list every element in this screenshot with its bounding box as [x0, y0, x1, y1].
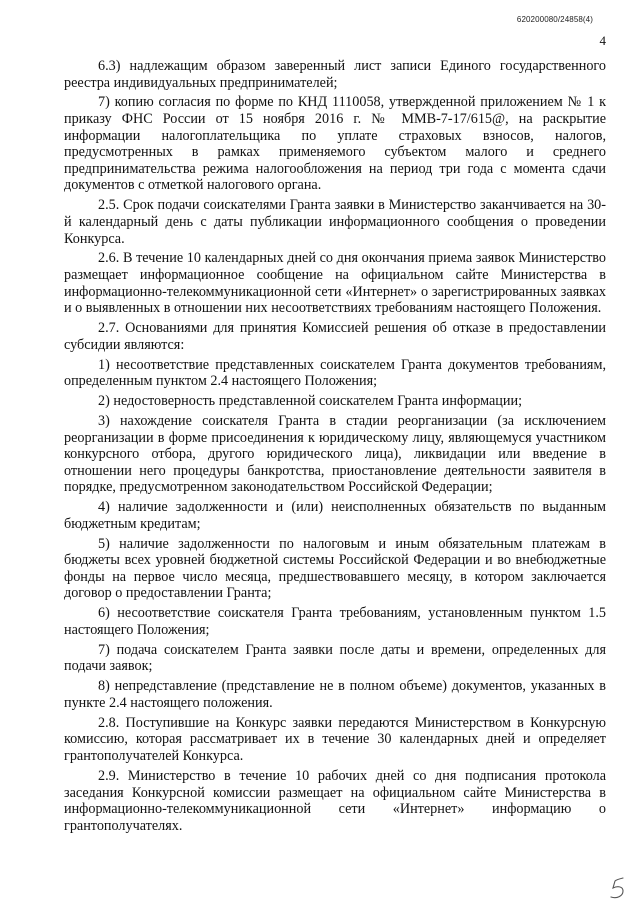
- paragraph-7-consent: 7) копию согласия по форме по КНД 1110058, утвержденной приложением № 1 к приказу ФНС России от 15 ноября 2016 г. № ММВ-7-17/615@, на раскрытие информации налогоплательщика по уплате страховых взносов, налогов, предусмотренных в рамках применяемого субъектом малого и среднего предпринимательства режима налогообложения на период три года с момента сдачи документов с отметкой налогового органа.: [64, 94, 606, 194]
- document-body: [64, 58, 606, 834]
- paragraph-2-7: 2.7. Основаниями для принятия Комиссией решения об отказе в предоставлении субсидии являются:: [64, 320, 606, 353]
- list-item-4: 4) наличие задолженности и (или) неисполненных обязательств по выданным бюджетным кредитам;: [64, 499, 606, 532]
- list-item-3: 3) нахождение соискателя Гранта в стадии реорганизации (за исключением реорганизации в форме присоединения к юридическому лицу, являющемуся участником конкурсного отбора, другого юридического лица), ликвидации или введение в отношении него процедуры банкротства, приостановление деятельности заявителя в порядке, предусмотренном законодательством Российской Федерации;: [64, 412, 606, 496]
- list-item-6: 6) несоответствие соискателя Гранта требованиям, установленным пунктом 1.5 настоящего Положения;: [64, 605, 606, 638]
- paragraph-2-9: 2.9. Министерство в течение 10 рабочих дней со дня подписания протокола заседания Конкурсной комиссии размещает на официальном сайте Министерства в информационно-телекоммуникационной сети «Интернет» информацию о грантополучателях.: [64, 767, 606, 834]
- list-item-2: 2) недостоверность представленной соискателем Гранта информации;: [98, 393, 523, 410]
- paragraph-2-5: 2.5. Срок подачи соискателями Гранта заявки в Министерство заканчивается на 30-й календарный день с даты публикации информационного сообщения о проведении Конкурса.: [64, 197, 606, 247]
- paragraph-2-6: 2.6. В течение 10 календарных дней со дня окончания приема заявок Министерство размещает информационное сообщение на официальном сайте Министерства в информационно-телекоммуникационной сети «Интернет» о зарегистрированных заявках и о выявленных в отношении них несоответствиях требованиям настоящего Положения.: [64, 250, 606, 317]
- handwritten-mark: [608, 875, 630, 901]
- list-item-1: 1) несоответствие представленных соискателем Гранта документов требованиям, определенным пунктом 2.4 настоящего Положения;: [64, 356, 606, 390]
- list-item-7: 7) подача соискателем Гранта заявки после даты и времени, определенных для подачи заявок;: [64, 641, 606, 675]
- list-item-5: 5) наличие задолженности по налоговым и иным обязательным платежам в бюджеты всех уровней бюджетной системы Российской Федерации и во внебюджетные фонды на первое число месяца, предшествовавшего месяцу, в котором заключается договор о предоставлении Гранта;: [64, 535, 606, 602]
- list-item-8: 8) непредставление (представление не в полном объеме) документов, указанных в пункте 2.4 настоящего положения.: [64, 678, 606, 711]
- paragraph-2-8: 2.8. Поступившие на Конкурс заявки передаются Министерством в Конкурсную комиссию, которая рассматривает их в течение 30 календарных дней и определяет грантополучателей Конкурса.: [64, 714, 606, 765]
- page-number: 4: [599, 33, 606, 48]
- document-code: 620200080/24858(4): [516, 15, 593, 24]
- paragraph-6-3: 6.3) надлежащим образом заверенный лист записи Единого государственного реестра индивидуальных предпринимателей;: [64, 58, 606, 91]
